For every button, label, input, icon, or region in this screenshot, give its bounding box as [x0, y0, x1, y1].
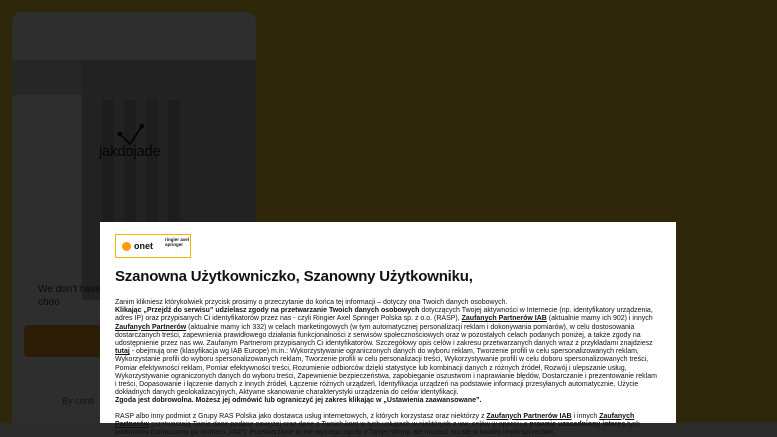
consent-text-segment: (aktualnie mamy ich 332) w celach marketingowych (w tym automatycznej personalizacji reklam i dokonywania pomiarów), w celu dostosowania dostarczanych treści, zapewnienia prawidłowego działania funkcjonalności z serwisów społecznościowych oraz w pozostałych celach podanych poniżej, a także zgody na udostępnienie przez nas ww. Zaufanym Partnerom przypisanych Ci identyfikatorów. Szczegółowy opis celów i zakresu przetwarzanych danych wraz z przykładami znajdziesz [115, 323, 653, 348]
consent-text-segment: RASP albo inny podmiot z Grupy RAS Polska jako dostawca usług internetowych, z których korzystasz oraz niektórzy z [115, 412, 487, 420]
consent-legitimate-interest [115, 413, 660, 437]
legitimate-interest-bold: prawnie uzasadniony interes [529, 420, 626, 428]
trusted-partners-link-2[interactable]: Zaufanych Partnerów [115, 412, 635, 428]
consent-body [115, 299, 660, 437]
onet-dot-icon [122, 242, 131, 251]
iab-partners-link[interactable]: Zaufanych Partnerów IAB [461, 315, 547, 323]
consent-voluntary [115, 397, 660, 405]
consent-text-segment: tych podmiotów (oznaczamy go skrótem „UIA”). Przetwarzanie to nie wymaga zgody z Twojej strony, ale możesz mu się w każdej chwili sprzeciwić. [115, 420, 641, 437]
consent-intro: Zanim klikniesz którykolwiek przycisk prosimy o przeczytanie do końca tej informacji – dotyczy ona Twoich danych osobowych. [115, 299, 508, 306]
consent-text-segment: - obejmują one (klasyfikacja wg IAB Europe) m.in.: Wykorzystywanie ograniczonych danych do wyboru reklam, Tworzenie profili w celu spersonalizowanych reklam, Wykorzystanie profili do wyboru spersonalizowanych reklam, Tworzenie profili w celu personalizacji treści, Wykorzystywanie profili w celu doboru spersonalizowanych treści, Pomiar efektywności reklam, Pomiar efektywności treści, Rozumienie odbiorców dzięki statystyce lub kombinacji danych z różnych źródeł, Rozwój i ulepszanie usług, Wykorzystywanie ograniczonych danych do wyboru treści, Zapewnienie bezpieczeństwa, zapobieganie oszustwom i naprawianie błędów, Dostarczanie i prezentowanie reklam i treści, Dopasowanie i łączenie danych z innych źródeł, Łączenie różnych urządzeń, Identyfikacja urządzeń na podstawie informacji przesyłanych automatycznie, Użycie dokładnych danych geolokalizacyjnych, Aktywne skanowanie charakterystyki urządzenia do celów identyfikacji. [115, 348, 657, 397]
consent-title: Szanowna Użytkowniczko, Szanowny Użytkowniku, [115, 268, 473, 285]
consent-text-segment: i innych [571, 412, 600, 420]
onet-logo [115, 234, 191, 258]
onet-brand-name: onet [134, 241, 153, 251]
ringier-partner-label: ringier axel springer [165, 237, 190, 247]
consent-main-bold: Klikając „Przejdź do serwisu” udzielasz zgody na przetwarzanie Twoich danych osobowych [115, 307, 420, 315]
details-here-link[interactable]: tutaj [115, 348, 130, 356]
consent-text-segment: (aktualnie mamy ich 902) i innych [546, 315, 653, 323]
consent-text-segment: dotyczących Twojej aktywności w Internecie (np. identyfikatory urządzenia, adres IP) oraz przypisanych Ci identyfikatorów przez nas - czyli Ringier Axel Springer Polska sp. z o.o. (RASP), [115, 307, 653, 323]
consent-main-paragraph [115, 307, 660, 397]
paragraph-gap [115, 406, 660, 413]
iab-partners-link-2[interactable]: Zaufanych Partnerów IAB [486, 412, 572, 420]
consent-text-segment: przetwarzają Twoje dane podane powyżej oraz dane z Twoich kont w tych usługach w niektórych z ww. celów w oparciu o [149, 420, 530, 428]
consent-voluntary-bold: Zgoda jest dobrowolna. Możesz jej odmówić lub ograniczyć jej zakres klikając w „Ustawienia zaawansowane”. [115, 397, 482, 405]
trusted-partners-link[interactable]: Zaufanych Partnerów [115, 323, 187, 331]
consent-dialog [100, 222, 676, 437]
